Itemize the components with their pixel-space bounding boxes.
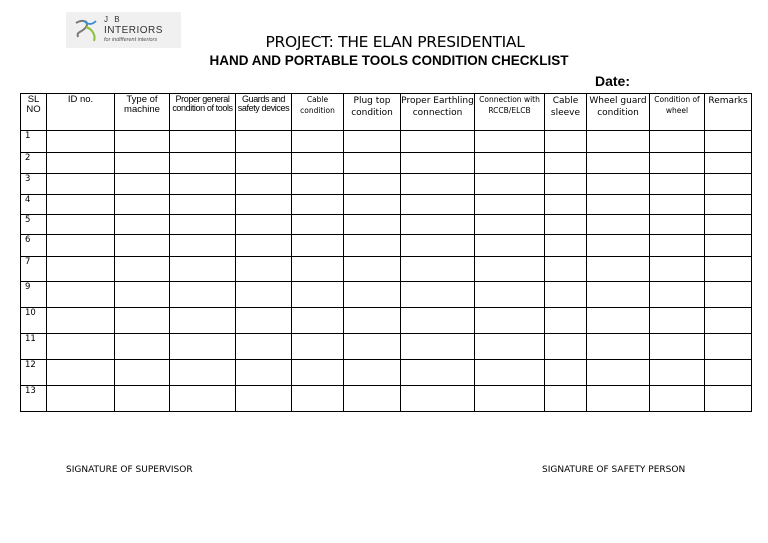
table-cell xyxy=(401,174,475,195)
table-cell xyxy=(705,282,752,308)
row-number: 9 xyxy=(21,282,47,308)
table-cell xyxy=(401,282,475,308)
table-cell xyxy=(705,131,752,153)
table-cell xyxy=(292,257,344,282)
header-remarks: Remarks xyxy=(705,94,752,131)
table-cell xyxy=(292,153,344,174)
row-number: 13 xyxy=(21,386,47,412)
table-cell xyxy=(587,360,650,386)
table-cell xyxy=(401,195,475,215)
table-cell xyxy=(705,308,752,334)
table-cell xyxy=(170,308,236,334)
table-cell xyxy=(170,174,236,195)
row-number: 5 xyxy=(21,215,47,235)
table-cell xyxy=(47,257,115,282)
table-cell xyxy=(115,282,170,308)
table-cell xyxy=(236,174,292,195)
table-row xyxy=(21,386,752,412)
table-cell xyxy=(115,195,170,215)
table-cell xyxy=(650,308,705,334)
row-number: 6 xyxy=(21,235,47,257)
table-cell xyxy=(47,334,115,360)
table-cell xyxy=(292,334,344,360)
table-row xyxy=(21,360,752,386)
table-cell xyxy=(475,215,545,235)
table-cell xyxy=(236,386,292,412)
table-cell xyxy=(475,360,545,386)
table-cell xyxy=(587,131,650,153)
row-number: 1 xyxy=(21,131,47,153)
row-number: 10 xyxy=(21,308,47,334)
table-cell xyxy=(292,131,344,153)
table-cell xyxy=(115,131,170,153)
table-cell xyxy=(545,215,587,235)
table-cell xyxy=(545,131,587,153)
table-cell xyxy=(650,257,705,282)
table-cell xyxy=(170,386,236,412)
logo-name: INTERIORS xyxy=(104,25,163,36)
table-cell xyxy=(344,195,401,215)
table-cell xyxy=(236,308,292,334)
table-cell xyxy=(170,215,236,235)
table-cell xyxy=(344,153,401,174)
table-cell xyxy=(344,282,401,308)
table-cell xyxy=(344,308,401,334)
header-type-of-machine: Type of machine xyxy=(115,94,170,131)
table-cell xyxy=(344,215,401,235)
table-cell xyxy=(47,308,115,334)
table-cell xyxy=(401,131,475,153)
table-cell xyxy=(545,360,587,386)
table-cell xyxy=(650,174,705,195)
signature-supervisor: SIGNATURE OF SUPERVISOR xyxy=(66,465,193,475)
table-cell xyxy=(587,308,650,334)
table-cell xyxy=(401,386,475,412)
table-cell xyxy=(292,215,344,235)
header-guards-safety: Guards and safety devices xyxy=(236,94,292,131)
table-cell xyxy=(344,334,401,360)
table-cell xyxy=(475,282,545,308)
table-cell xyxy=(115,235,170,257)
logo-tagline: for indifferent interiors xyxy=(104,37,158,43)
table-cell xyxy=(236,195,292,215)
table-cell xyxy=(47,195,115,215)
table-cell xyxy=(587,195,650,215)
checklist-title: HAND AND PORTABLE TOOLS CONDITION CHECKLIST xyxy=(209,53,569,68)
header-condition-of-wheel: Condition of wheel xyxy=(650,94,705,131)
table-cell xyxy=(115,174,170,195)
table-cell xyxy=(401,215,475,235)
table-cell xyxy=(344,174,401,195)
table-cell xyxy=(170,131,236,153)
table-cell xyxy=(47,282,115,308)
table-cell xyxy=(292,308,344,334)
table-cell xyxy=(47,360,115,386)
table-cell xyxy=(401,308,475,334)
table-cell xyxy=(47,215,115,235)
table-cell xyxy=(115,153,170,174)
header-row xyxy=(21,94,752,131)
table-cell xyxy=(401,360,475,386)
date-label: Date: xyxy=(595,73,631,89)
table-row xyxy=(21,153,752,174)
table-row xyxy=(21,174,752,195)
table-cell xyxy=(292,282,344,308)
table-cell xyxy=(401,235,475,257)
table-cell xyxy=(705,334,752,360)
table-cell xyxy=(170,257,236,282)
table-cell xyxy=(545,334,587,360)
table-cell xyxy=(115,386,170,412)
table-cell xyxy=(292,360,344,386)
table-cell xyxy=(475,386,545,412)
header-id-no: ID no. xyxy=(47,94,115,131)
table-cell xyxy=(401,257,475,282)
table-cell xyxy=(650,131,705,153)
table-cell xyxy=(650,235,705,257)
table-cell xyxy=(475,174,545,195)
table-cell xyxy=(344,257,401,282)
table-cell xyxy=(587,282,650,308)
table-cell xyxy=(344,235,401,257)
table-cell xyxy=(545,257,587,282)
table-cell xyxy=(650,153,705,174)
table-cell xyxy=(705,174,752,195)
table-row xyxy=(21,334,752,360)
table-row xyxy=(21,195,752,215)
table-cell xyxy=(236,235,292,257)
table-cell xyxy=(705,235,752,257)
table-cell xyxy=(344,131,401,153)
table-cell xyxy=(475,131,545,153)
table-row xyxy=(21,282,752,308)
table-cell xyxy=(115,257,170,282)
table-cell xyxy=(115,334,170,360)
table-cell xyxy=(545,153,587,174)
table-cell xyxy=(705,153,752,174)
row-number: 11 xyxy=(21,334,47,360)
table-cell xyxy=(650,282,705,308)
table-cell xyxy=(170,360,236,386)
table-cell xyxy=(344,386,401,412)
table-cell xyxy=(236,257,292,282)
table-cell xyxy=(705,386,752,412)
table-cell xyxy=(587,257,650,282)
header-cable-condition: Cable condition xyxy=(292,94,344,131)
table-row xyxy=(21,131,752,153)
row-number: 2 xyxy=(21,153,47,174)
table-cell xyxy=(292,235,344,257)
table-cell xyxy=(475,308,545,334)
table-cell xyxy=(170,235,236,257)
table-cell xyxy=(587,235,650,257)
project-title: PROJECT: THE ELAN PRESIDENTIAL xyxy=(265,33,525,51)
tools-checklist-table xyxy=(20,93,752,412)
header-sl-no: SL NO xyxy=(21,94,47,131)
header-cable-sleeve: Cable sleeve xyxy=(545,94,587,131)
table-row xyxy=(21,215,752,235)
table-cell xyxy=(587,386,650,412)
table-row xyxy=(21,308,752,334)
header-general-condition: Proper general condition of tools xyxy=(170,94,236,131)
table-cell xyxy=(650,215,705,235)
table-cell xyxy=(115,308,170,334)
header-earthling: Proper Earthling connection xyxy=(401,94,475,131)
table-cell xyxy=(475,195,545,215)
row-number: 12 xyxy=(21,360,47,386)
table-cell xyxy=(587,174,650,195)
table-cell xyxy=(292,386,344,412)
table-cell xyxy=(587,215,650,235)
table-cell xyxy=(650,195,705,215)
row-number: 4 xyxy=(21,195,47,215)
table-cell xyxy=(705,257,752,282)
header-rccb-elcb: Connection with RCCB/ELCB xyxy=(475,94,545,131)
logo-initials: J B xyxy=(104,15,122,24)
table-cell xyxy=(587,153,650,174)
table-cell xyxy=(47,386,115,412)
table-cell xyxy=(47,235,115,257)
table-cell xyxy=(650,360,705,386)
table-cell xyxy=(705,215,752,235)
table-cell xyxy=(170,195,236,215)
table-cell xyxy=(47,153,115,174)
table-cell xyxy=(475,334,545,360)
table-cell xyxy=(705,195,752,215)
table-cell xyxy=(236,282,292,308)
table-cell xyxy=(47,131,115,153)
table-cell xyxy=(401,153,475,174)
table-row xyxy=(21,235,752,257)
table-cell xyxy=(545,195,587,215)
table-cell xyxy=(170,282,236,308)
header-plug-top: Plug top condition xyxy=(344,94,401,131)
table-cell xyxy=(115,215,170,235)
table-cell xyxy=(344,360,401,386)
table-cell xyxy=(545,386,587,412)
table-cell xyxy=(475,235,545,257)
table-cell xyxy=(475,153,545,174)
table-cell xyxy=(115,360,170,386)
table-cell xyxy=(236,215,292,235)
table-cell xyxy=(545,282,587,308)
table-cell xyxy=(236,153,292,174)
signature-safety-person: SIGNATURE OF SAFETY PERSON xyxy=(542,465,686,475)
table-cell xyxy=(545,174,587,195)
table-cell xyxy=(587,334,650,360)
row-number: 7 xyxy=(21,257,47,282)
table-cell xyxy=(170,153,236,174)
table-row xyxy=(21,257,752,282)
table-cell xyxy=(170,334,236,360)
table-cell xyxy=(236,131,292,153)
table-cell xyxy=(236,360,292,386)
table-cell xyxy=(650,334,705,360)
row-number: 3 xyxy=(21,174,47,195)
table-cell xyxy=(236,334,292,360)
table-cell xyxy=(292,195,344,215)
table-cell xyxy=(475,257,545,282)
table-cell xyxy=(47,174,115,195)
table-cell xyxy=(545,235,587,257)
header-wheel-guard: Wheel guard condition xyxy=(587,94,650,131)
table-cell xyxy=(705,360,752,386)
table-cell xyxy=(545,308,587,334)
table-cell xyxy=(292,174,344,195)
table-cell xyxy=(401,334,475,360)
table-cell xyxy=(650,386,705,412)
